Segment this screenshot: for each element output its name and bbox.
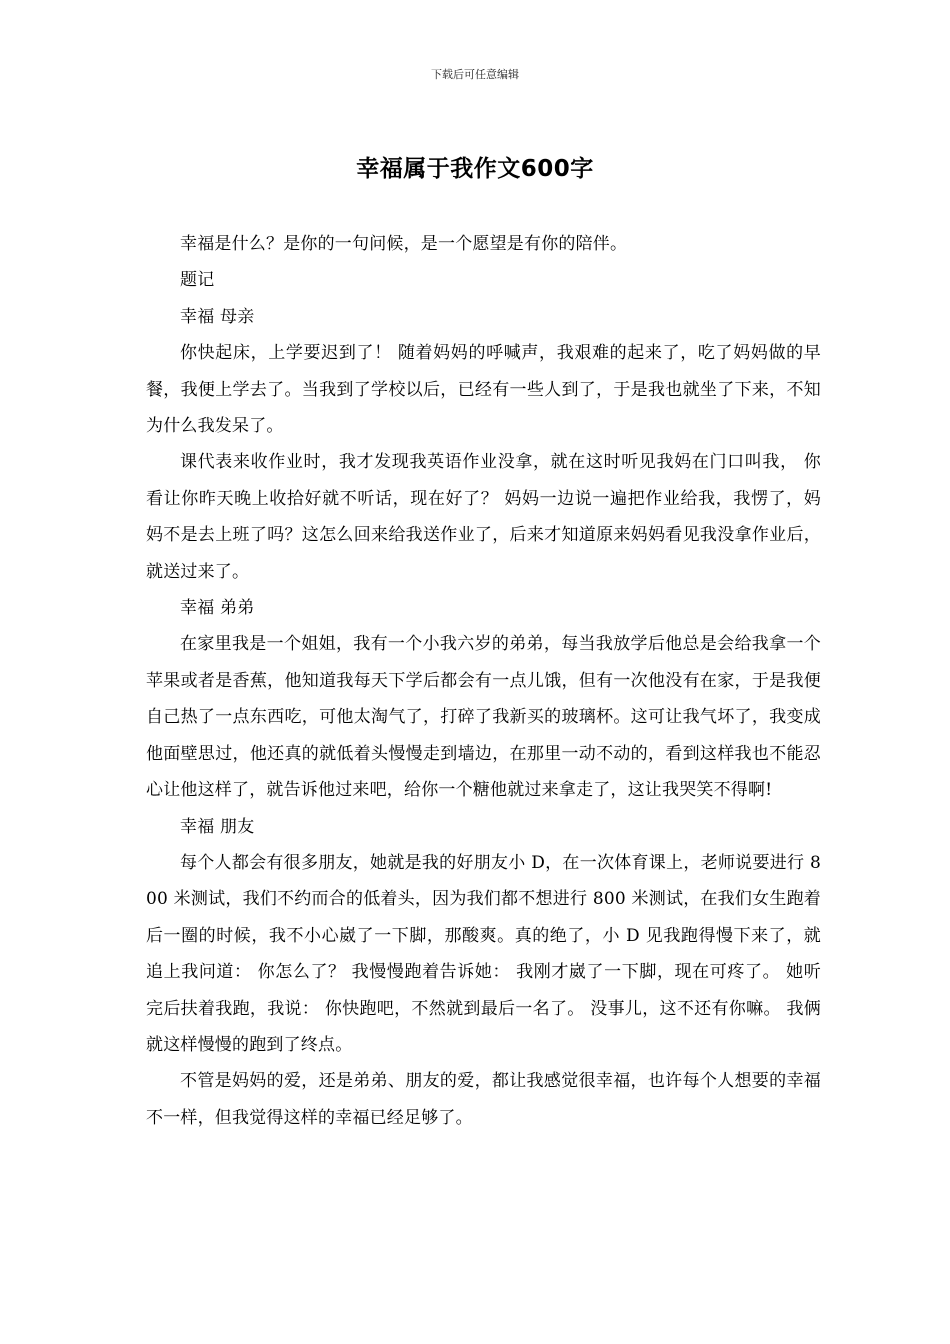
paragraph-intro: 幸福是什么？是你的一句问候，是一个愿望是有你的陪伴。	[180, 234, 628, 254]
paragraph-conclusion: 不管是妈妈的爱，还是弟弟、朋友的爱，都让我感觉很幸福，也许每个人想要的幸福不一样，但我觉得这样的幸福已经足够了。	[146, 1071, 821, 1128]
section-heading-mother: 幸福 母亲	[180, 306, 255, 327]
paragraph-friend: 每个人都会有很多朋友，她就是我的好朋友小 D，在一次体育课上，老师说要进行 800 米测试，我们不约而合的低着头，因为我们都不想进行 800 米测试，在我们女生跑着后一圈的时候，我不小心崴了一下脚，那酸爽。真的绝了，小 D 见我跑得慢下来了，就追上我问道： 你怎么了？ 我慢慢跑着告诉她： 我刚才崴了一下脚，现在可疼了。 她听完后扶着我跑，我说： 你快跑吧，不然就到最后一名了。 没事儿，这不还有你嘛。 我俩就这样慢慢的跑到了终点。	[146, 852, 821, 1055]
paragraph-brother: 在家里我是一个姐姐，我有一个小我六岁的弟弟，每当我放学后他总是会给我拿一个苹果或者是香蕉，他知道我每天下学后都会有一点儿饿，但有一次他没有在家，于是我便自己热了一点东西吃，可他太淘气了，打碎了我新买的玻璃杯。这可让我气坏了，我变成他面壁思过，他还真的就低着头慢慢走到墙边，在那里一动不动的，看到这样我也不能忍心让他这样了，就告诉他过来吧，给你一个糖他就过来拿走了，这让我哭笑不得啊!	[146, 634, 821, 801]
paragraph-mother-2: 课代表来收作业时，我才发现我英语作业没拿，就在这时听见我妈在门口叫我， 你看让你昨天晚上收拾好就不听话，现在好了？ 妈妈一边说一遍把作业给我，我愣了，妈妈不是去上班了吗？这怎么回来给我送作业了，后来才知道原来妈妈看见我没拿作业后，就送过来了。	[146, 452, 821, 582]
document-body	[146, 226, 821, 1136]
document-title: 幸福属于我作文600字	[356, 156, 594, 182]
header-note: 下载后可任意编辑	[431, 68, 519, 81]
paragraph-epigraph-label: 题记	[180, 270, 215, 291]
paragraph-mother-1: 你快起床，上学要迟到了！ 随着妈妈的呼喊声，我艰难的起来了，吃了妈妈做的早餐，我便上学去了。当我到了学校以后，已经有一些人到了，于是我也就坐了下来，不知为什么我发呆了。	[146, 343, 821, 437]
section-heading-brother: 幸福 弟弟	[180, 598, 255, 619]
section-heading-friend: 幸福 朋友	[180, 816, 255, 837]
